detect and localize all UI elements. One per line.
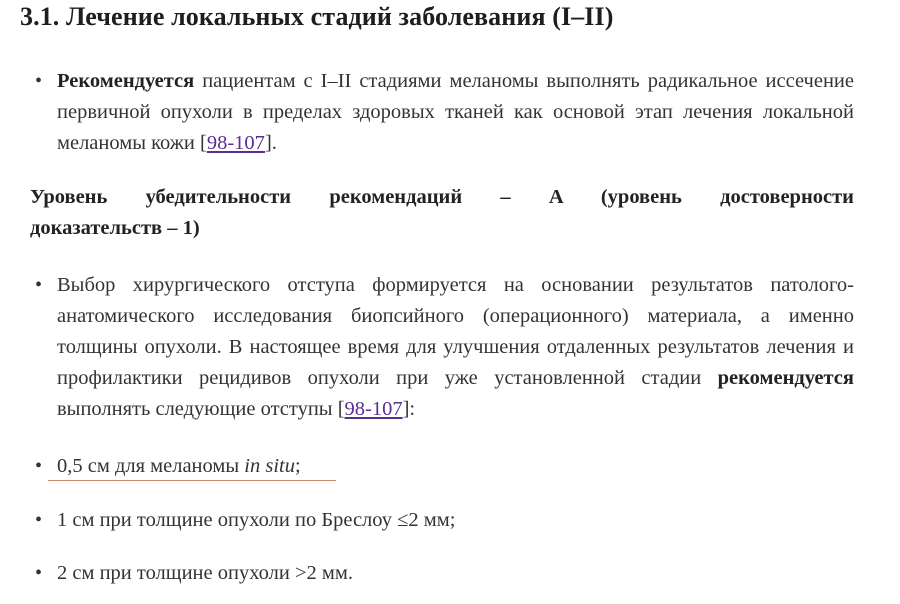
recommendation-text: пациентам с I–II стадиями меланомы выполнять радикальное иссечение первичной опухоли в пределах здоровых тканей как основой этап лечения локальной меланомы кожи [57, 70, 854, 154]
recommendation-text-after: выполнять следующие отступы [57, 398, 338, 420]
bullet-marker: • [35, 274, 43, 296]
ref-bracket-open: [ [337, 398, 345, 420]
recommendation-paragraph-1 [35, 66, 854, 159]
section-title: 3.1. Лечение локальных стадий заболевания (I–II) [20, 2, 614, 31]
reference-link[interactable]: 98-107 [206, 132, 265, 154]
reference-link[interactable]: 98-107 [344, 398, 403, 420]
evidence-level [30, 182, 854, 244]
bullet-marker: • [35, 455, 43, 477]
recommendation-text: Выбор хирургического отступа формируется на основании результатов патолого-анатомического исследования биопсийного (операционного) материала, а именно толщины опухоли. В настоящее время для улучшения отдаленных результатов лечения и профилактики рецидивов опухоли при уже установленной стадии [57, 274, 854, 389]
margin-item-italic: in situ [244, 455, 295, 477]
margin-item-end: ; [294, 455, 301, 477]
highlight-underline [48, 480, 336, 481]
evidence-level-line-2: доказательств – 1) [30, 217, 200, 239]
recommendation-lead: Рекомендуется [57, 70, 195, 92]
margin-item-1 [35, 451, 301, 482]
bullet-marker: • [35, 562, 43, 584]
bullet-marker: • [35, 70, 43, 92]
bullet-marker: • [35, 509, 43, 531]
ref-bracket-close: ]. [264, 132, 277, 154]
ref-bracket-close: ]: [402, 398, 416, 420]
margin-item-3 [35, 558, 353, 589]
recommendation-lead: рекомендуется [717, 367, 854, 389]
ref-bracket-open: [ [200, 132, 207, 154]
margin-item-text: 2 см при толщине опухоли >2 мм. [57, 562, 353, 584]
evidence-level-line-1: Уровень убедительности рекомендаций – A (уровень достоверности [30, 186, 854, 208]
recommendation-paragraph-2 [35, 270, 854, 425]
margin-item-2 [35, 505, 456, 536]
margin-item-text: 1 см при толщине опухоли по Бреслоу ≤2 мм; [57, 509, 456, 531]
margin-item-text: 0,5 см для меланомы [57, 455, 245, 477]
